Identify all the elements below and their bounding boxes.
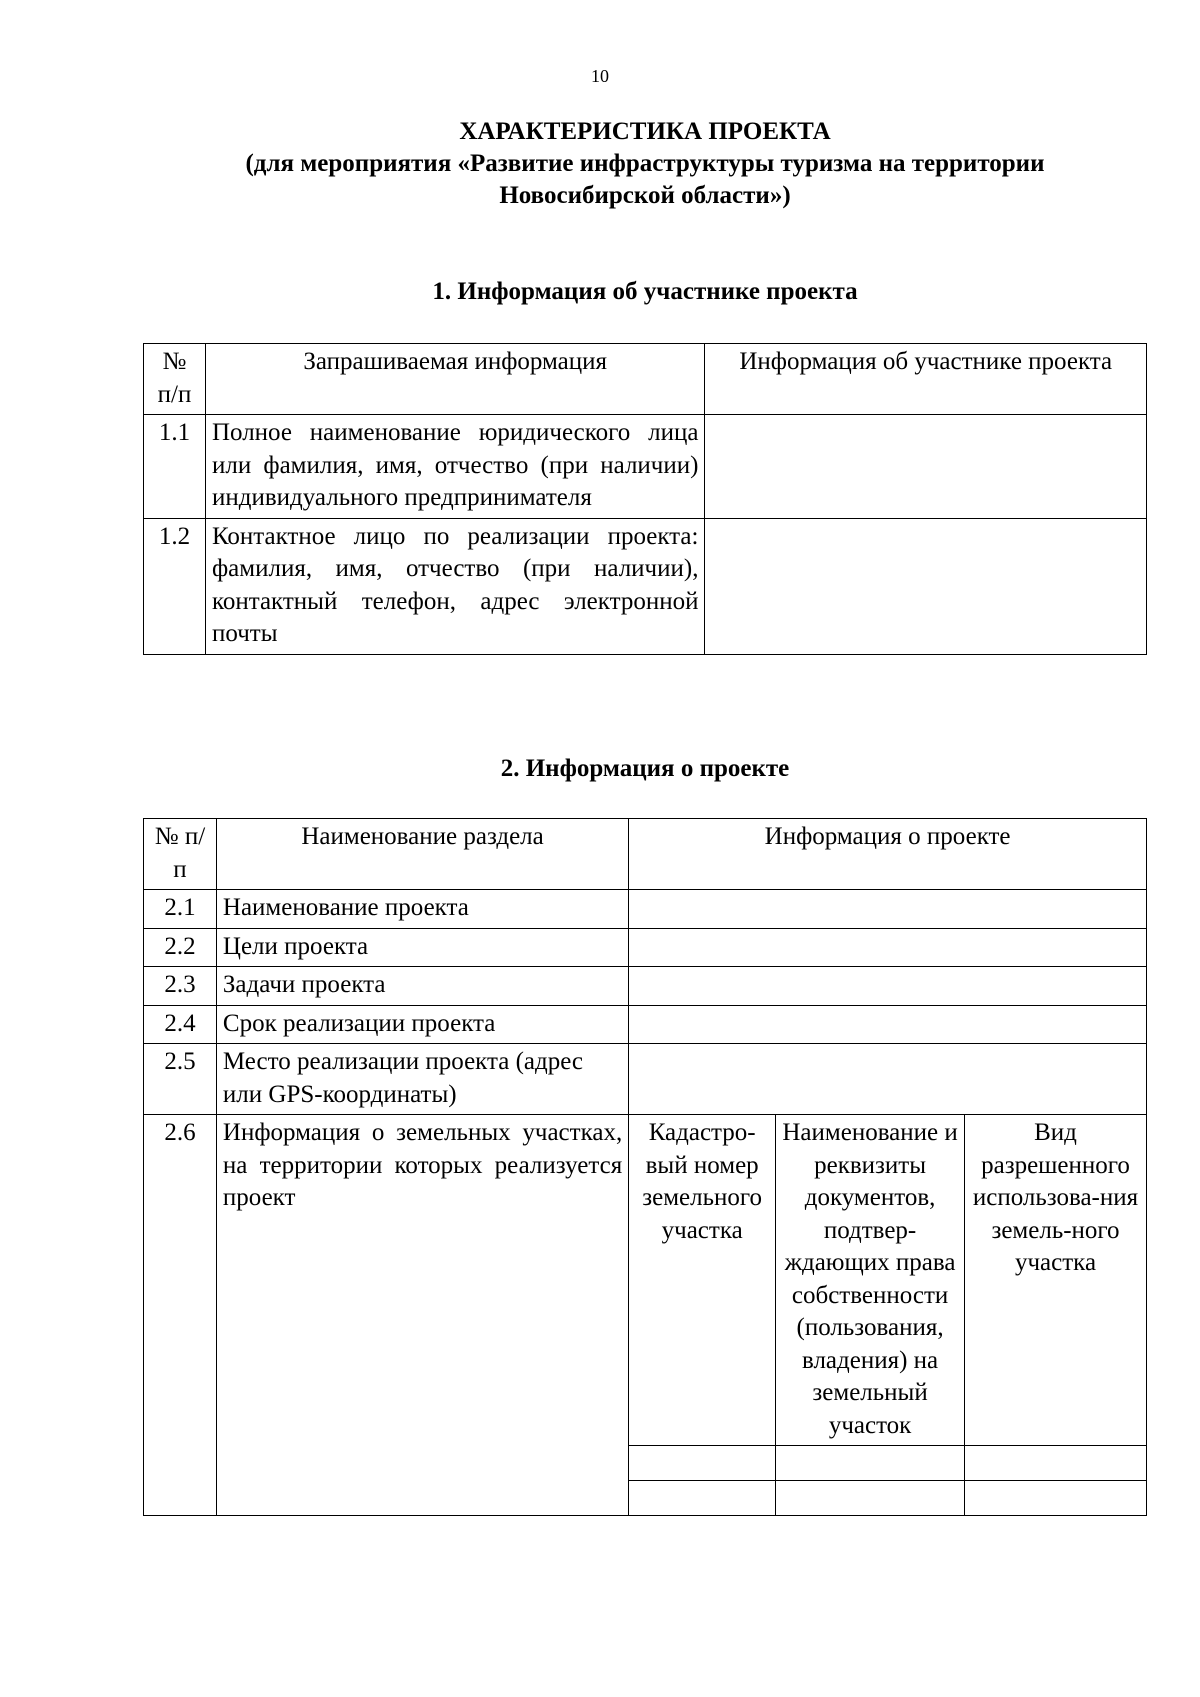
- document-title-line-2: (для мероприятия «Развитие инфраструктуры туризма на территории: [245, 150, 1045, 177]
- table-row: [144, 967, 1147, 1006]
- header-num: № п/п: [144, 344, 206, 415]
- participant-info-table: [143, 343, 1147, 655]
- subheader-permitted-use: Вид разрешенного использова-ния земель-ного участка: [965, 1115, 1147, 1446]
- row-value-cell[interactable]: [629, 928, 1147, 967]
- table-row: [144, 890, 1147, 929]
- row-num: 1.2: [144, 518, 206, 654]
- row-value-cell[interactable]: [705, 415, 1147, 519]
- row-num: 2.2: [144, 928, 217, 967]
- row-label: Информация о земельных участках, на территории которых реализуется проект: [216, 1115, 628, 1516]
- row-label: Наименование проекта: [216, 890, 628, 929]
- permitted-use-cell[interactable]: [965, 1481, 1147, 1516]
- row-label: Задачи проекта: [216, 967, 628, 1006]
- header-num: № п/п: [144, 819, 217, 890]
- table-row: [144, 1005, 1147, 1044]
- row-value-cell[interactable]: [705, 518, 1147, 654]
- table-row: [144, 1044, 1147, 1115]
- row-num: 2.3: [144, 967, 217, 1006]
- row-num: 2.1: [144, 890, 217, 929]
- table-header-row: [144, 344, 1147, 415]
- cadastral-number-cell[interactable]: [629, 1446, 776, 1481]
- row-num: 2.6: [144, 1115, 217, 1516]
- row-label: Полное наименование юридического лица или фамилия, имя, отчество (при наличии) индивидуального предпринимателя: [205, 415, 705, 519]
- row-label: Цели проекта: [216, 928, 628, 967]
- header-requested-info: Запрашиваемая информация: [205, 344, 705, 415]
- row-value-cell[interactable]: [629, 1005, 1147, 1044]
- table-row: [144, 928, 1147, 967]
- document-title-line-1: ХАРАКТЕРИСТИКА ПРОЕКТА: [459, 118, 831, 145]
- section-1-title: 1. Информация об участнике проекта: [432, 278, 858, 305]
- page-number: 10: [591, 66, 609, 86]
- row-label: Место реализации проекта (адрес или GPS-координаты): [216, 1044, 628, 1115]
- table-row: [144, 415, 1147, 519]
- document-title: [150, 116, 1140, 212]
- table-header-row: [144, 819, 1147, 890]
- project-info-table: [143, 818, 1147, 1516]
- document-title-line-3: Новосибирской области»): [499, 182, 791, 209]
- table-row: [144, 518, 1147, 654]
- ownership-documents-cell[interactable]: [776, 1481, 965, 1516]
- row-label: Контактное лицо по реализации проекта: фамилия, имя, отчество (при наличии), контактный телефон, адрес электронной почты: [205, 518, 705, 654]
- row-value-cell[interactable]: [629, 1044, 1147, 1115]
- ownership-documents-cell[interactable]: [776, 1446, 965, 1481]
- permitted-use-cell[interactable]: [965, 1446, 1147, 1481]
- header-project-info: Информация о проекте: [629, 819, 1147, 890]
- header-participant-info: Информация об участнике проекта: [705, 344, 1147, 415]
- row-value-cell[interactable]: [629, 967, 1147, 1006]
- subheader-cadastral-number: Кадастро-вый номер земельного участка: [629, 1115, 776, 1446]
- section-2-title: 2. Информация о проекте: [500, 755, 790, 782]
- row-num: 2.4: [144, 1005, 217, 1044]
- row-label: Срок реализации проекта: [216, 1005, 628, 1044]
- header-section-name: Наименование раздела: [216, 819, 628, 890]
- row-num: 1.1: [144, 415, 206, 519]
- land-plots-row: [144, 1115, 1147, 1446]
- cadastral-number-cell[interactable]: [629, 1481, 776, 1516]
- row-num: 2.5: [144, 1044, 217, 1115]
- subheader-ownership-documents: Наименование и реквизиты документов, подтвер-ждающих права собственности (пользования, владения) на земельный участок: [776, 1115, 965, 1446]
- row-value-cell[interactable]: [629, 890, 1147, 929]
